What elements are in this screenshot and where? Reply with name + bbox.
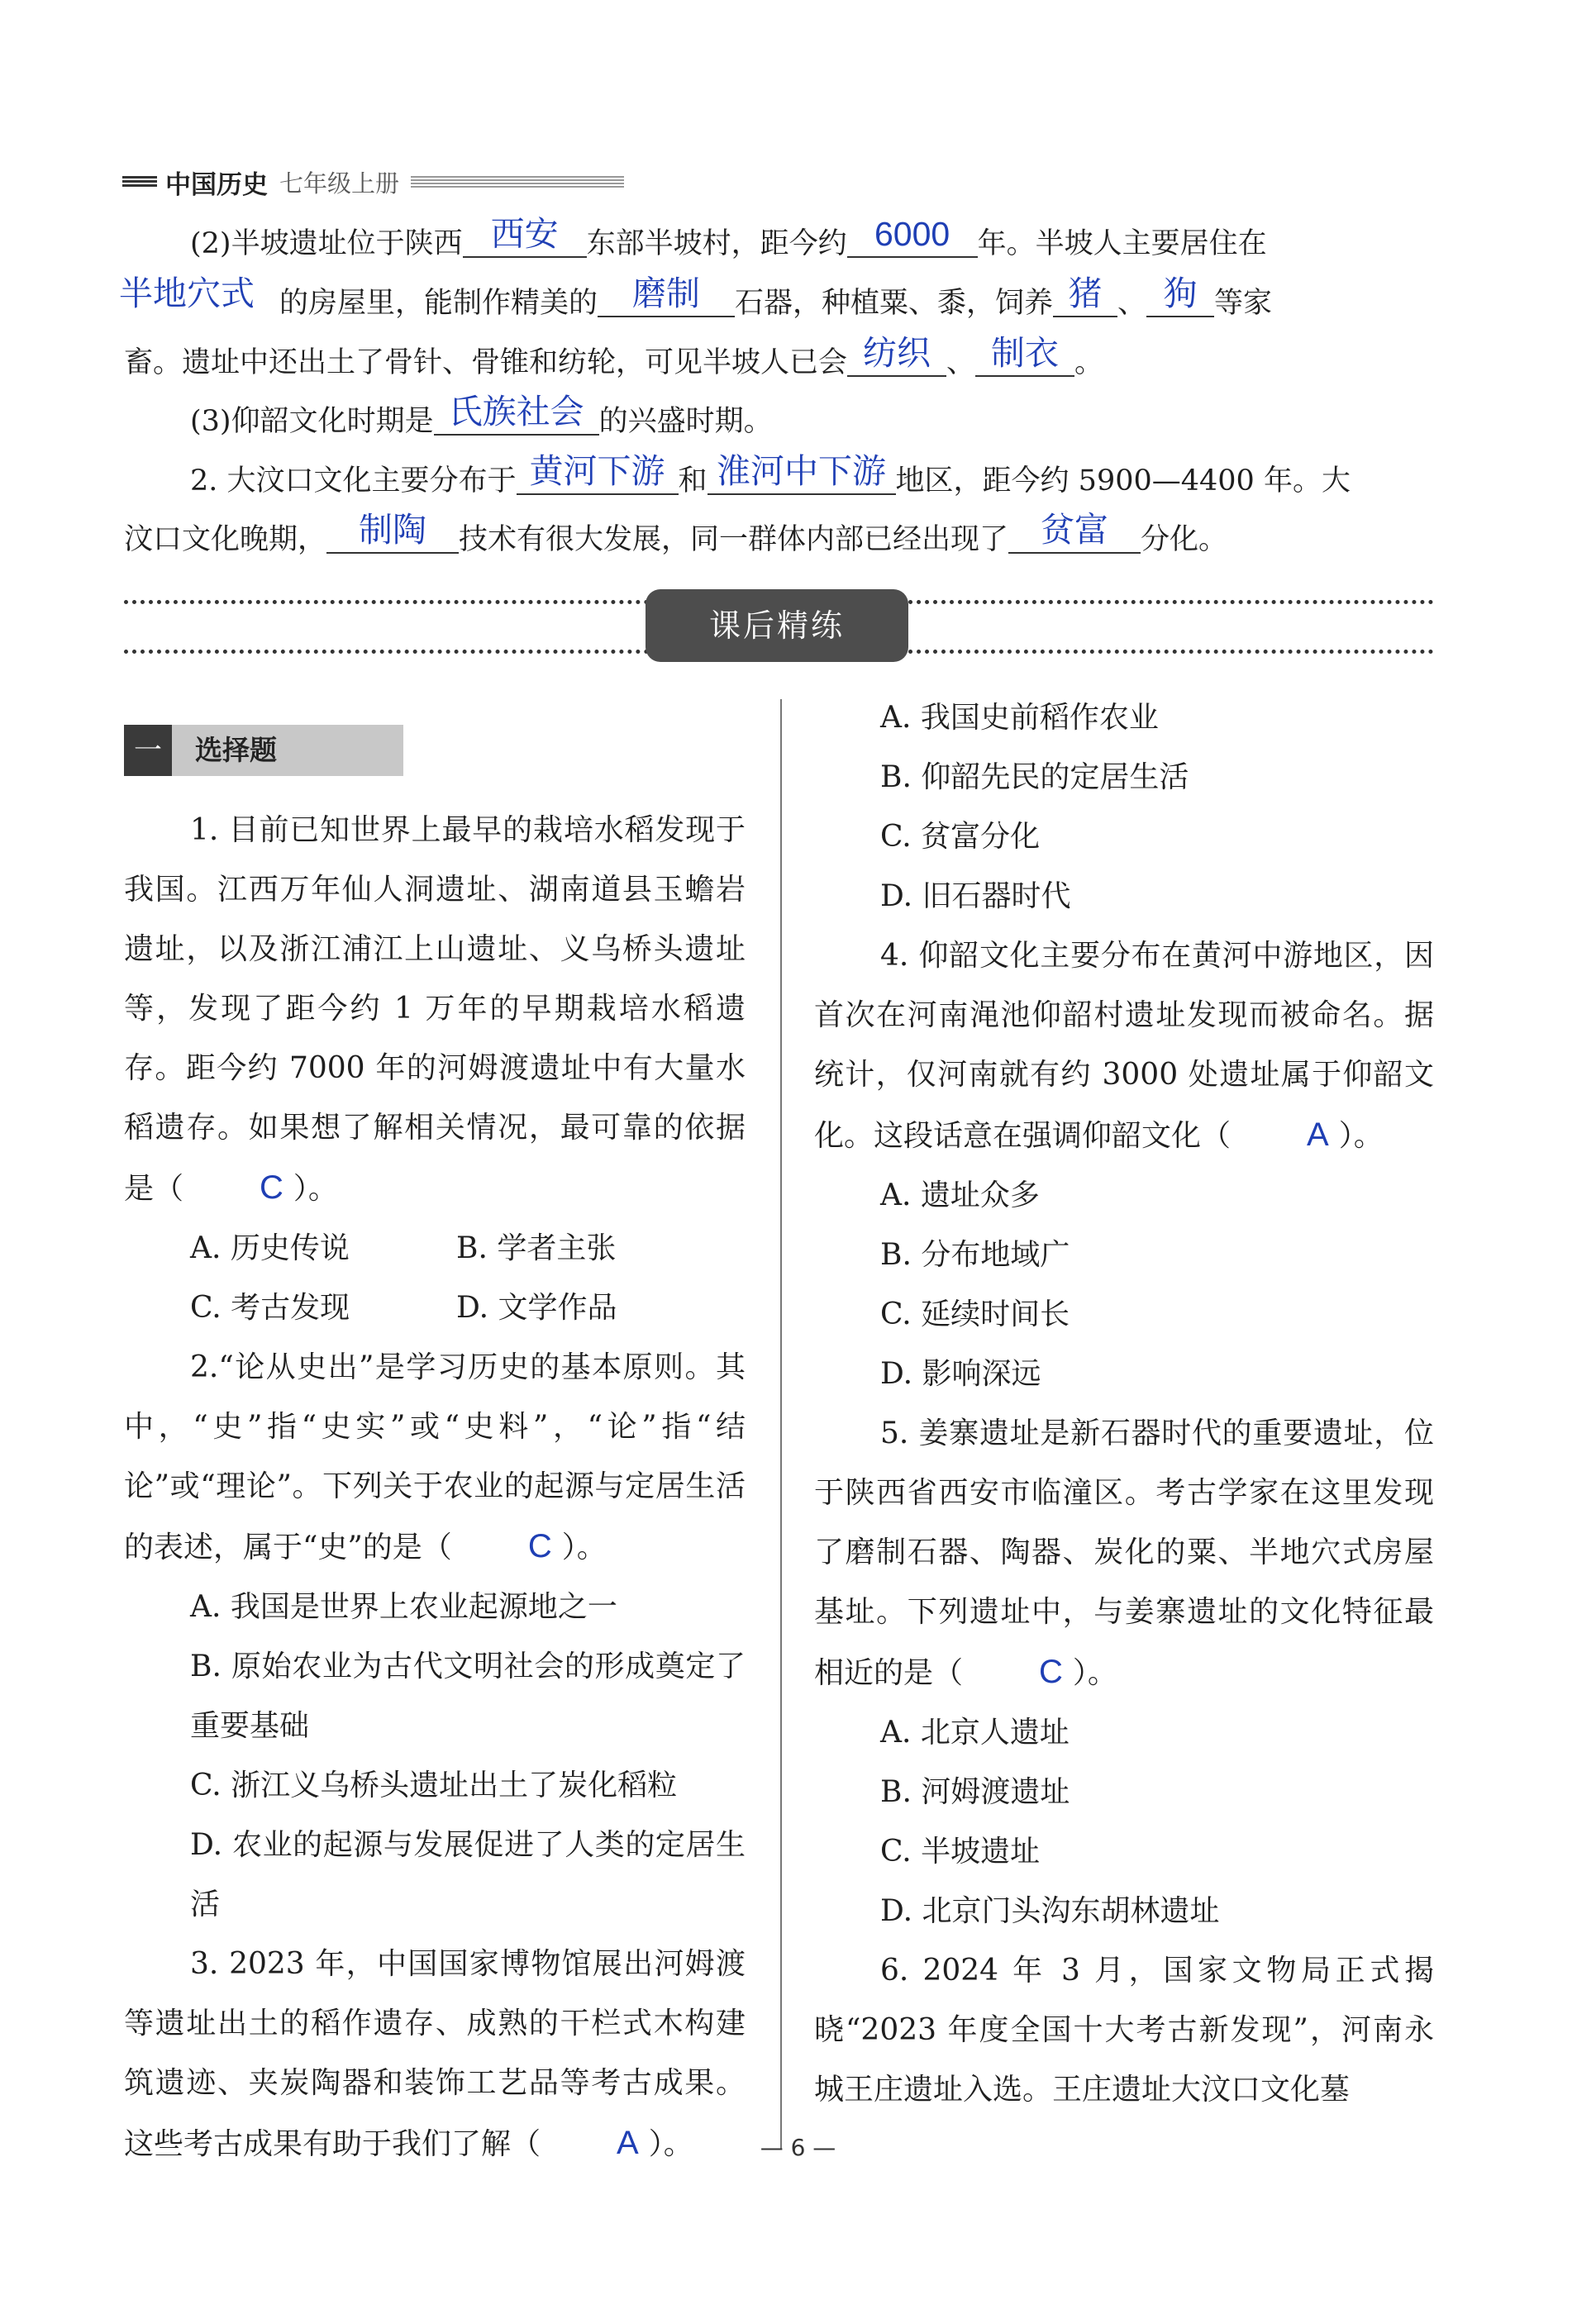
option: D. 文学作品 [456,1291,617,1325]
option: D. 农业的起源与发展促进了人类的定居生活 [190,1828,746,1921]
option: B. 原始农业为古代文明社会的形成奠定了重要基础 [190,1650,746,1743]
option: B. 分布地域广 [880,1238,1070,1272]
option: C. 半坡遗址 [880,1835,1041,1869]
option: A. 北京人遗址 [880,1716,1070,1750]
answer-choice: A [1307,1117,1329,1153]
fill-line-1: (2)半坡遗址位于陕西 西安 东部半坡村，距今约 6000 年。半坡人主要居住在 [190,215,1267,260]
option: C. 浙江义乌桥头遗址出土了炭化稻粒 [190,1769,678,1802]
book-title: 中国历史 [165,169,268,200]
answer-choice: C [260,1169,283,1206]
question: 4. 仰韶文化主要分布在黄河中游地区，因首次在河南渑池仰韶村遗址发现而被命名。据统计，仅河南就有约 3000 处遗址属于仰韶文化。这段话意在强调仰韶文化（ A ）。 [814,926,1434,1166]
section-banner: 课后精练 [646,589,908,662]
page-header [122,164,624,200]
header-bars-decoration [122,176,157,188]
answer-blank: 贫富 [1008,519,1141,554]
answer-blank: 淮河中下游 [707,460,896,495]
answer-blank: 半地穴式 [119,274,255,312]
answer-blank: 6000 [847,223,978,258]
section-label: 选择题 [172,725,403,776]
question: 6. 2024 年 3 月，国家文物局正式揭晓“2023 年度全国十大考古新发现”，河南永城王庄遗址入选。王庄遗址大汶口文化墓 [814,1954,1434,2107]
option: C. 延续时间长 [880,1297,1070,1331]
option-row [124,1278,746,1338]
answer-choice: C [527,1528,552,1564]
option: A. 我国史前稻作农业 [880,701,1159,735]
option: B. 河姆渡遗址 [880,1775,1070,1809]
option: B. 仰韶先民的定居生活 [880,760,1189,794]
answer-blank: 西安 [463,223,587,258]
question: 3. 2023 年，中国国家博物馆展出河姆渡等遗址出土的稻作遗存、成熟的干栏式木构建筑遗迹、夹炭陶器和装饰工艺品等考古成果。这些考古成果有助于我们了解（ A ）。 [124,1935,746,2174]
section-number: 一 [124,725,172,776]
question: 5. 姜寨遗址是新石器时代的重要遗址，位于陕西省西安市临潼区。考古学家在这里发现了磨制石器、陶器、炭化的粟、半地穴式房屋基址。下列遗址中，与姜寨遗址的文化特征最相近的是（ C ）。 [814,1404,1434,1703]
fill-line-6: 汶口文化晚期， 制陶 技术有很大发展，同一群体内部已经出现了 贫富 分化。 [124,511,1228,556]
question: 1. 目前已知世界上最早的栽培水稻发现于我国。江西万年仙人洞遗址、湖南道县玉蟾岩遗址，以及浙江浦江上山遗址、义乌桥头遗址等，发现了距今约 1 万年的早期栽培水稻遗存。距今约 7000 年的河姆渡遗址中有大量水稻遗存。如果想了解相关情况，最可靠的依据是（ C ）。 [124,801,746,1219]
option: A. 我国是世界上农业起源地之一 [190,1590,617,1624]
page-number: — 6 — [760,2134,836,2161]
book-subtitle: 七年级上册 [279,169,400,198]
option: A. 遗址众多 [880,1178,1040,1212]
option: C. 贫富分化 [880,820,1041,854]
answer-blank: 制衣 [975,342,1074,377]
option: B. 学者主张 [456,1231,617,1265]
left-column [124,801,746,2174]
fill-line-3: 畜。遗址中还出土了骨针、骨锥和纺轮，可见半坡人已会 纺织 、 制衣 。 [124,334,1104,379]
answer-blank: 纺织 [847,342,946,377]
header-lines-decoration [411,176,624,188]
answer-blank: 制陶 [326,519,459,554]
question: 2.“论从史出”是学习历史的基本原则。其中，“史”指“史实”或“史料”，“论”指“结论”或“理论”。下列关于农业的起源与定居生活的表述，属于“史”的是（ C ）。 [124,1338,746,1578]
column-divider [780,699,782,2150]
fill-line-5: 2. 大汶口文化主要分布于 黄河下游 和 淮河中下游 地区，距今约 5900—4400 年。大 [190,452,1351,498]
fill-line-4: (3)仰韶文化时期是 氏族社会 的兴盛时期。 [190,393,773,438]
fill-line-2: 半地穴式 的房屋里，能制作精美的 磨制 石器，种植粟、黍，饲养 猪 、 狗 等家 [119,274,1273,320]
section-heading [124,725,403,776]
answer-blank: 磨制 [598,283,735,317]
option: D. 北京门头沟东胡林遗址 [880,1894,1220,1928]
answer-choice: A [617,2125,639,2161]
option: C. 考古发现 [190,1291,350,1325]
option: D. 旧石器时代 [880,879,1071,913]
answer-choice: C [1039,1654,1063,1690]
right-column [814,688,1434,2120]
option-row [124,1219,746,1278]
answer-blank: 猪 [1053,283,1117,317]
option: D. 影响深远 [880,1357,1041,1391]
option: A. 历史传说 [190,1231,350,1265]
answer-blank: 黄河下游 [517,460,679,495]
answer-blank: 狗 [1146,283,1214,317]
answer-blank: 氏族社会 [434,401,599,436]
